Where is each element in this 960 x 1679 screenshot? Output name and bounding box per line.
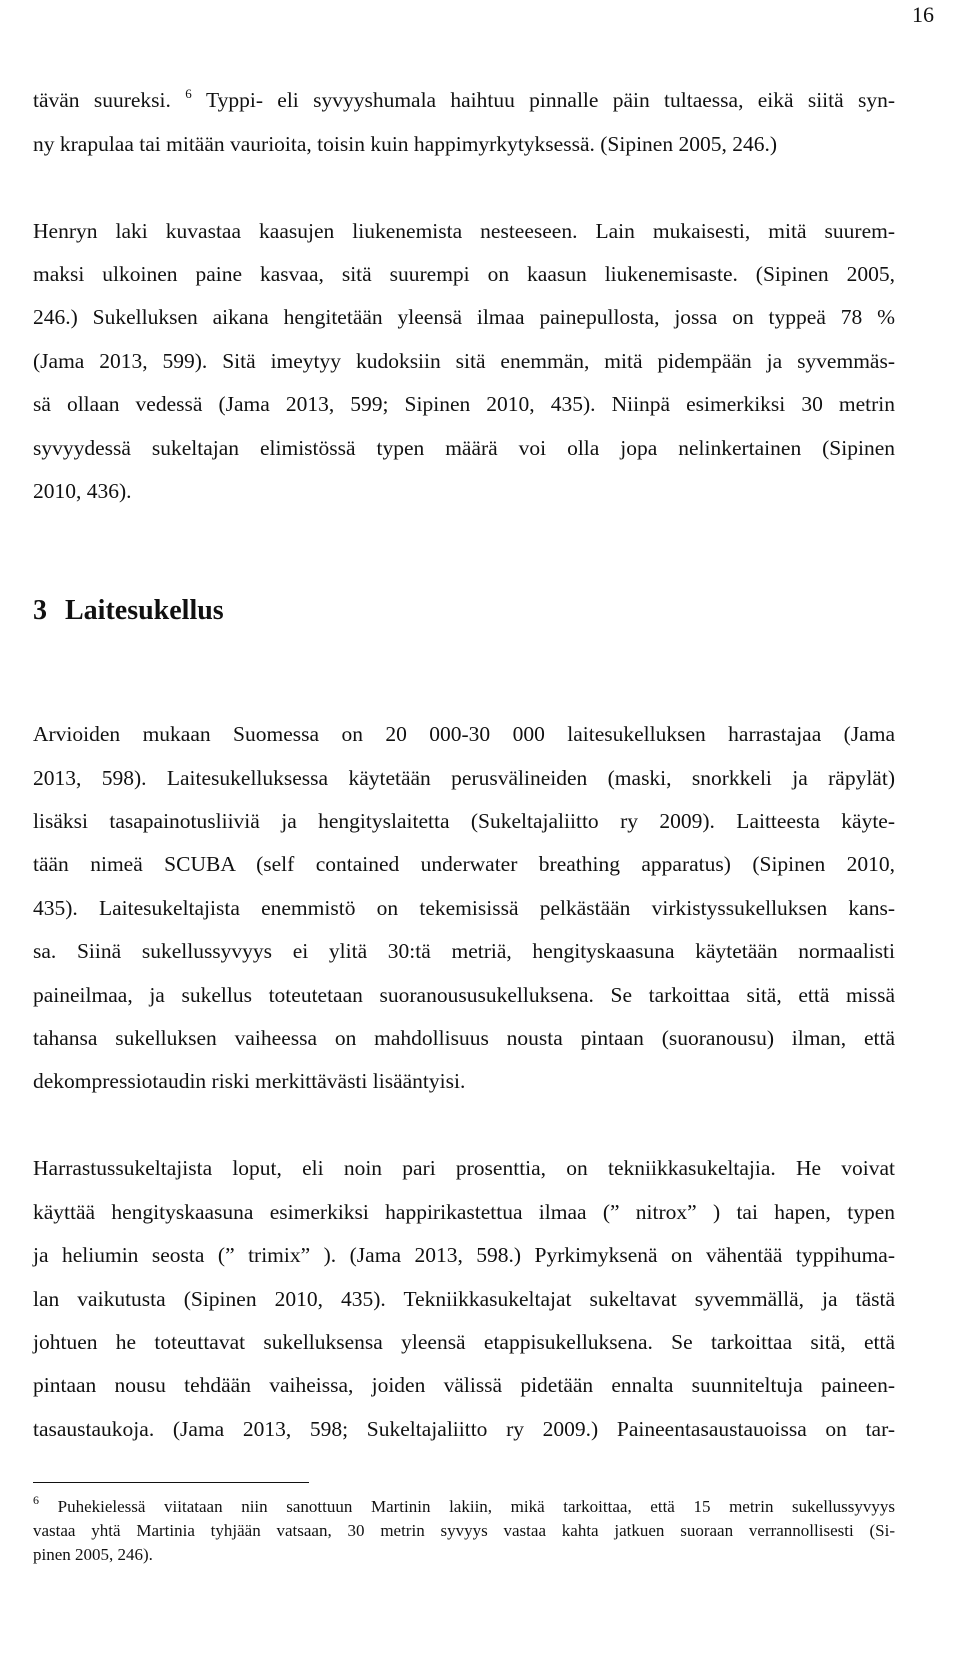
section-heading [33, 594, 224, 628]
footnote-text: Puhekielessä viitataan niin sanottuun Martinin lakiin, mikä tarkoittaa, että 15 metrin sukellussyvyys [57, 1497, 896, 1516]
section-number: 3 [33, 595, 47, 626]
paragraph-line: dekompressiotaudin riski merkittävästi lisääntyisi. [33, 1069, 466, 1093]
paragraph-line: tahansa sukelluksen vaiheessa on mahdollisuus nousta pintaan (suoranousu) ilman, että [33, 1026, 895, 1050]
paragraph-line: maksi ulkoinen paine kasvaa, sitä suurempi on kaasun liukenemisaste. (Sipinen 2005, [33, 262, 895, 286]
paragraph-line: pintaan nousu tehdään vaiheissa, joiden välissä pidetään ennalta suunniteltuja paineen- [33, 1373, 895, 1397]
intro-text-end: Typpi- eli syvyyshumala haihtuu pinnalle päin tultaessa, eikä siitä syn- [205, 88, 895, 112]
footnote-line: pinen 2005, 246). [33, 1545, 153, 1564]
intro-line-1 [33, 86, 895, 114]
footnote-divider [33, 1482, 309, 1483]
section-title: Laitesukellus [65, 595, 224, 626]
paragraph-line: 2013, 598). Laitesukelluksessa käytetään perusvälineiden (maski, snorkkeli ja räpylät) [33, 766, 895, 790]
paragraph-line: syvyydessä sukeltajan elimistössä typen määrä voi olla jopa nelinkertainen (Sipinen [33, 436, 895, 460]
paragraph-line: Harrastussukeltajista loput, eli noin pari prosenttia, on tekniikkasukeltajia. He voivat [33, 1156, 895, 1180]
paragraph-line: käyttää hengityskaasuna esimerkiksi happirikastettua ilmaa (” nitrox” ) tai hapen, typen [33, 1200, 895, 1224]
paragraph-line: paineilmaa, ja sukellus toteutetaan suoranoususukelluksena. Se tarkoittaa sitä, että missä [33, 983, 895, 1007]
paragraph-line: Arvioiden mukaan Suomessa on 20 000-30 000 laitesukelluksen harrastajaa (Jama [33, 722, 895, 746]
footnote-line [33, 1493, 896, 1518]
paragraph-line: Henryn laki kuvastaa kaasujen liukenemista nesteeseen. Lain mukaisesti, mitä suurem- [33, 219, 895, 243]
paragraph-line: ja heliumin seosta (” trimix” ). (Jama 2013, 598.) Pyrkimyksenä on vähentää typpihuma- [33, 1243, 895, 1267]
intro-line-2: ny krapulaa tai mitään vaurioita, toisin kuin happimyrkytyksessä. (Sipinen 2005, 246.) [33, 132, 778, 156]
paragraph-line: tään nimeä SCUBA (self contained underwater breathing apparatus) (Sipinen 2010, [33, 852, 895, 876]
paragraph-line: 246.) Sukelluksen aikana hengitetään yleensä ilmaa painepullosta, jossa on typpeä 78 % [33, 305, 895, 329]
footnote-line: vastaa yhtä Martinia tyhjään vatsaan, 30 metrin syvyys vastaa kahta jatkuen suoraan verrannollisesti (Si- [33, 1521, 895, 1540]
paragraph-line: lisäksi tasapainotusliiviä ja hengityslaitetta (Sukeltajaliitto ry 2009). Laitteesta käyte- [33, 809, 895, 833]
intro-text-start: tävän suureksi. [33, 88, 171, 112]
paragraph-line: tasaustaukoja. (Jama 2013, 598; Sukeltajaliitto ry 2009.) Paineentasaustauoissa on tar- [33, 1417, 895, 1441]
paragraph-line: 2010, 436). [33, 479, 132, 503]
page-number: 16 [912, 2, 934, 27]
footnote-marker: 6 [33, 1493, 39, 1508]
footnote-reference[interactable]: 6 [185, 85, 192, 101]
paragraph-line: lan vaikutusta (Sipinen 2010, 435). Tekniikkasukeltajat sukeltavat syvemmällä, ja tästä [33, 1287, 895, 1311]
paragraph-line: johtuen he toteuttavat sukelluksensa yleensä etappisukelluksena. Se tarkoittaa sitä, että [33, 1330, 895, 1354]
paragraph-line: sa. Siinä sukellussyvyys ei ylitä 30:tä metriä, hengityskaasuna käytetään normaalisti [33, 939, 895, 963]
paragraph-line: 435). Laitesukeltajista enemmistö on tekemisissä pelkästään virkistyssukelluksen kans- [33, 896, 895, 920]
paragraph-line: sä ollaan vedessä (Jama 2013, 599; Sipinen 2010, 435). Niinpä esimerkiksi 30 metrin [33, 392, 895, 416]
paragraph-line: (Jama 2013, 599). Sitä imeytyy kudoksiin sitä enemmän, mitä pidempään ja syvemmäs- [33, 349, 895, 373]
